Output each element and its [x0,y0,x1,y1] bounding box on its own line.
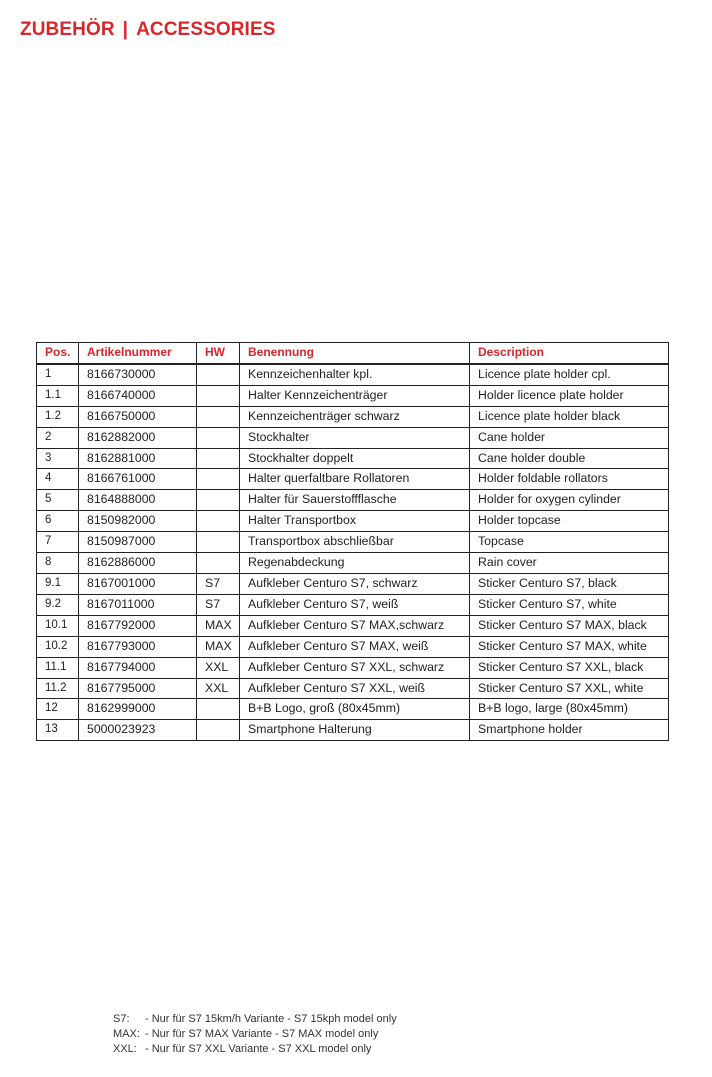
article-number-cell: 8166740000 [79,385,197,406]
table-row [37,364,669,385]
article-number-cell: 8162882000 [79,427,197,448]
article-number-cell: 8167792000 [79,615,197,636]
table-row [37,699,669,720]
table-body [37,364,669,741]
table-row [37,678,669,699]
pos-cell: 1 [37,364,79,385]
hw-cell [197,699,240,720]
article-number-cell: 8167793000 [79,636,197,657]
title-english: ACCESSORIES [136,19,276,40]
hw-cell [197,427,240,448]
table-row [37,636,669,657]
footnote-key: S7: [113,1013,130,1025]
footnote-line [113,1042,397,1057]
description-cell: Licence plate holder black [470,406,669,427]
table-row [37,490,669,511]
article-number-cell: 8166750000 [79,406,197,427]
footnote-text: - Nur für S7 XXL Variante - S7 XXL model only [145,1043,372,1055]
description-cell: Rain cover [470,553,669,574]
pos-cell: 9.2 [37,594,79,615]
pos-cell: 8 [37,553,79,574]
name-german-cell: Aufkleber Centuro S7 XXL, weiß [240,678,470,699]
description-cell: B+B logo, large (80x45mm) [470,699,669,720]
article-number-cell: 8162999000 [79,699,197,720]
hw-cell [197,406,240,427]
pos-cell: 10.2 [37,636,79,657]
name-german-cell: Aufkleber Centuro S7, weiß [240,594,470,615]
table-row [37,427,669,448]
table-row [37,573,669,594]
table-header-row [37,343,669,364]
column-header-article-number: Artikelnummer [79,343,197,364]
hw-cell [197,364,240,385]
pos-cell: 11.1 [37,657,79,678]
table-row [37,615,669,636]
column-header-description: Description [470,343,669,364]
accessories-table [36,342,669,741]
footnote-text: - Nur für S7 15km/h Variante - S7 15kph model only [145,1013,397,1025]
description-cell: Smartphone holder [470,720,669,741]
description-cell: Holder topcase [470,511,669,532]
description-cell: Cane holder [470,427,669,448]
name-german-cell: Regenabdeckung [240,553,470,574]
description-cell: Holder for oxygen cylinder [470,490,669,511]
table-row [37,448,669,469]
description-cell: Sticker Centuro S7 XXL, black [470,657,669,678]
name-german-cell: Transportbox abschließbar [240,532,470,553]
name-german-cell: Halter für Sauerstoffflasche [240,490,470,511]
article-number-cell: 8150987000 [79,532,197,553]
hw-cell [197,720,240,741]
pos-cell: 7 [37,532,79,553]
pos-cell: 3 [37,448,79,469]
footnote-text: - Nur für S7 MAX Variante - S7 MAX model only [145,1028,379,1040]
name-german-cell: Halter Transportbox [240,511,470,532]
column-header-hw: HW [197,343,240,364]
name-german-cell: Kennzeichenträger schwarz [240,406,470,427]
hw-cell [197,448,240,469]
table-row [37,406,669,427]
hw-cell: MAX [197,636,240,657]
description-cell: Sticker Centuro S7 XXL, white [470,678,669,699]
hw-cell [197,532,240,553]
table-row [37,469,669,490]
hw-cell [197,553,240,574]
article-number-cell: 8167795000 [79,678,197,699]
table-row [37,594,669,615]
hw-cell [197,511,240,532]
description-cell: Sticker Centuro S7, white [470,594,669,615]
title-german: ZUBEHÖR [20,19,115,40]
name-german-cell: Halter querfaltbare Rollatoren [240,469,470,490]
article-number-cell: 8167011000 [79,594,197,615]
name-german-cell: Stockhalter doppelt [240,448,470,469]
name-german-cell: Halter Kennzeichenträger [240,385,470,406]
hw-cell: MAX [197,615,240,636]
hw-cell [197,469,240,490]
table-row [37,511,669,532]
description-cell: Sticker Centuro S7 MAX, white [470,636,669,657]
hw-cell [197,490,240,511]
footnote-key: XXL: [113,1043,137,1055]
table-row [37,532,669,553]
article-number-cell: 5000023923 [79,720,197,741]
footnote-line [113,1027,397,1042]
description-cell: Licence plate holder cpl. [470,364,669,385]
pos-cell: 4 [37,469,79,490]
table-row [37,657,669,678]
footnotes [113,1012,397,1057]
title-separator: | [122,19,129,40]
hw-cell: S7 [197,594,240,615]
pos-cell: 13 [37,720,79,741]
table-row [37,385,669,406]
column-header-name-german: Benennung [240,343,470,364]
pos-cell: 11.2 [37,678,79,699]
description-cell: Holder licence plate holder [470,385,669,406]
pos-cell: 1.2 [37,406,79,427]
pos-cell: 5 [37,490,79,511]
hw-cell: XXL [197,678,240,699]
hw-cell: S7 [197,573,240,594]
hw-cell: XXL [197,657,240,678]
name-german-cell: Aufkleber Centuro S7 XXL, schwarz [240,657,470,678]
hw-cell [197,385,240,406]
description-cell: Sticker Centuro S7 MAX, black [470,615,669,636]
pos-cell: 2 [37,427,79,448]
pos-cell: 6 [37,511,79,532]
article-number-cell: 8167001000 [79,573,197,594]
article-number-cell: 8162881000 [79,448,197,469]
description-cell: Holder foldable rollators [470,469,669,490]
name-german-cell: Kennzeichenhalter kpl. [240,364,470,385]
article-number-cell: 8162886000 [79,553,197,574]
pos-cell: 12 [37,699,79,720]
name-german-cell: Aufkleber Centuro S7 MAX,schwarz [240,615,470,636]
name-german-cell: Aufkleber Centuro S7, schwarz [240,573,470,594]
pos-cell: 1.1 [37,385,79,406]
footnote-key: MAX: [113,1028,140,1040]
table-row [37,553,669,574]
description-cell: Topcase [470,532,669,553]
pos-cell: 9.1 [37,573,79,594]
column-header-pos: Pos. [37,343,79,364]
pos-cell: 10.1 [37,615,79,636]
article-number-cell: 8166761000 [79,469,197,490]
name-german-cell: Aufkleber Centuro S7 MAX, weiß [240,636,470,657]
article-number-cell: 8164888000 [79,490,197,511]
page-title [20,19,276,41]
footnote-line [113,1012,397,1027]
name-german-cell: B+B Logo, groß (80x45mm) [240,699,470,720]
article-number-cell: 8166730000 [79,364,197,385]
name-german-cell: Stockhalter [240,427,470,448]
article-number-cell: 8150982000 [79,511,197,532]
name-german-cell: Smartphone Halterung [240,720,470,741]
description-cell: Cane holder double [470,448,669,469]
article-number-cell: 8167794000 [79,657,197,678]
table-row [37,720,669,741]
description-cell: Sticker Centuro S7, black [470,573,669,594]
